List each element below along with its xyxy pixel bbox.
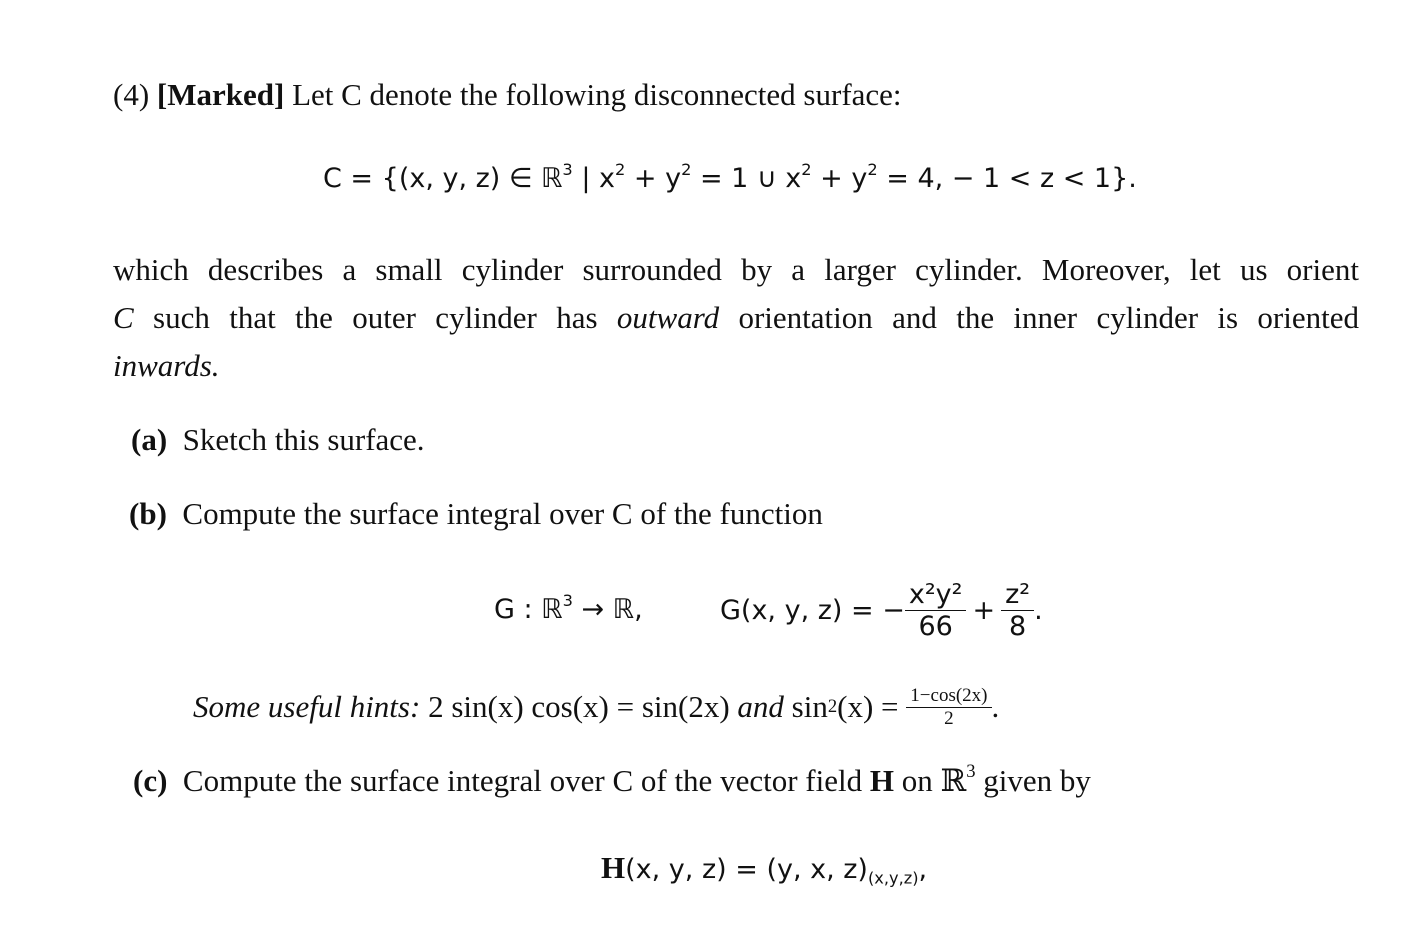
paragraph-line-1: which describes a small cylinder surrounded by a larger cylinder. Moreover, let us orient [113,252,1359,287]
set-definition: C = {(x, y, z) ∈ ℝ$^3$ | $x^2 + y^2 = 1$ ∪ $x^2 + y^2 = 4$, − 1 < z < 1}. [323,159,1137,194]
part-b-text: Compute the surface integral over C of the function [182,496,823,531]
problem-number: (4) [113,77,150,112]
fraction-half-angle: $\frac{1-\cos(2x)}{2}$ [906,685,991,730]
problem-header [113,75,902,115]
paragraph-line-2: C such that the outer cylinder has outward orientation and the inner cylinder is oriented [113,300,1359,335]
part-a-label: (a) [131,422,168,457]
hint-identity-1: 2 sin(x) cos(x) = sin(2x) [428,689,730,724]
part-b [129,494,823,534]
function-g-definition: G(x, y, z) = − $\frac{\text{x²y²}}{66}$ + $\frac{\text{z²}}{8}$ . [720,578,1043,642]
paragraph-line-3: inwards. [113,348,220,383]
function-g-map: G : ℝ$^3$ → ℝ, [494,590,643,625]
problem-intro: Let C denote the following disconnected surface: [292,77,902,112]
emphasis-outward: outward [616,300,720,335]
fraction-x2y2-over-66: $\frac{\text{x²y²}}{66}$ [905,579,967,642]
hints-line: Some useful hints: 2 sin(x) cos(x) = sin(2x) and sin 2 (x) = $\frac{1-\cos(2x)}{2}$ . [193,684,1000,729]
part-a-text: Sketch this surface. [182,422,425,457]
part-b-label: (b) [129,496,167,531]
part-a [131,420,425,460]
part-c: (c) Compute the surface integral over C of the vector field H on ℝ$^3$ given by [133,761,1091,798]
problem-tag: [Marked] [156,77,285,112]
field-h-definition: H(x, y, z) = (y, x, $z)_{(x,y,z)}$, [601,850,928,888]
part-c-label: (c) [133,763,168,798]
description-paragraph [113,246,1359,390]
fraction-z2-over-8: $\frac{\text{z²}}{8}$ [1001,579,1034,642]
hints-label: Some useful hints: [193,689,421,724]
